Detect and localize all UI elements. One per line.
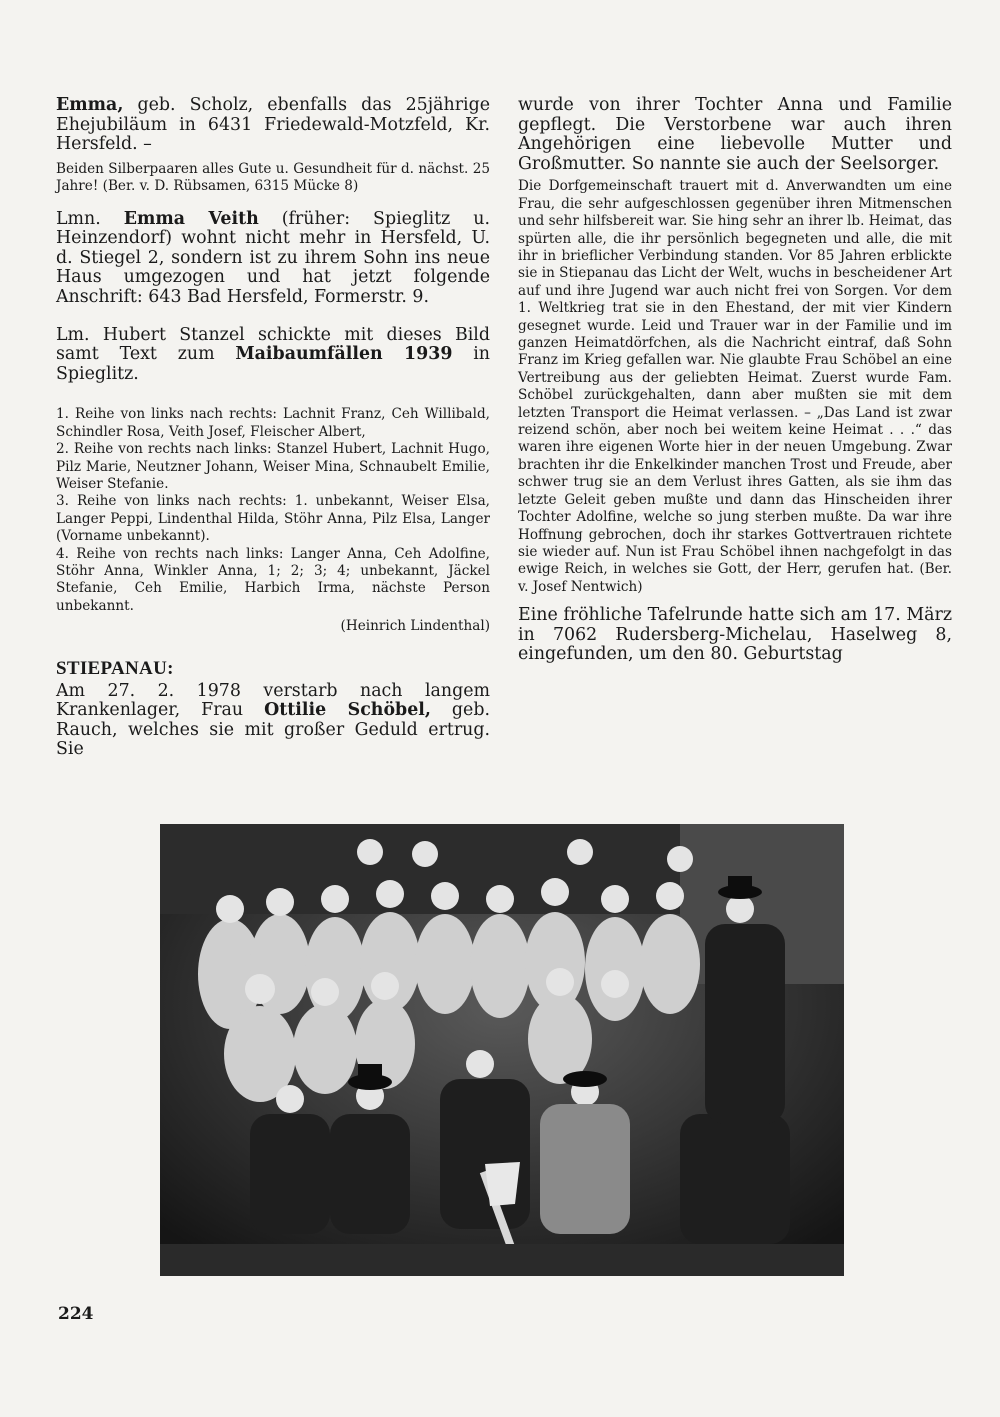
tafelrunde-paragraph: Eine fröhliche Tafelrunde hatte sich am 17. März in 7062 Rudersberg-Michelau, Haselweg 8, eingefunden, um den 80. Geburtstag [518, 605, 952, 665]
maibaum-paragraph [56, 326, 490, 385]
stiepanau-prefix: Am 27. 2. 1978 verstarb nach langem Krankenlager, Frau [56, 680, 490, 721]
maibaum-bold: Maibaumfällen 1939 [235, 344, 453, 365]
emma-veith-name: Emma Veith [123, 208, 259, 229]
section-heading-stiepanau: STIEPANAU: [56, 657, 174, 679]
caption-row-2: 2. Reihe von rechts nach links: Stanzel Hubert, Lachnit Hugo, Pilz Marie, Neutzner Johann, Weiser Mina, Schnaubelt Emilie, Weiser Stefanie. [56, 441, 490, 492]
greeting-paragraph: Beiden Silberpaaren alles Gute u. Gesundheit für d. nächst. 25 Jahre! (Ber. v. D. Rübsamen, 6315 Mücke 8) [56, 160, 490, 195]
stiepanau-name: Ottilie Schöbel, [264, 700, 431, 721]
emma-scholz-name: Emma, [56, 95, 124, 115]
caption-row-3: 3. Reihe von links nach rechts: 1. unbekannt, Weiser Elsa, Langer Peppi, Lindenthal Hilda, Stöhr Anna, Pilz Elsa, Langer (Vorname unbekannt). [56, 493, 490, 545]
stiepanau-paragraph [56, 682, 490, 760]
emma-veith-paragraph [56, 210, 490, 308]
emma-scholz-paragraph [56, 96, 490, 155]
group-photo-image [160, 824, 844, 1276]
emma-scholz-text: geb. Scholz, ebenfalls das 25jährige Ehejubiläum in 6431 Friedewald-Motzfeld, Kr. Hersfeld. – [56, 95, 490, 155]
obituary-paragraph: Die Dorfgemeinschaft trauert mit d. Anverwandten um eine Frau, die sehr aufgeschlossen gegenüber ihren Mitmenschen und sehr hilfsbereit war. Sie hing sehr an ihrer lb. Heimat, das spürten alle, die ihr persönlich begegneten und alle, die mit ihr in brieflicher Verbindung standen. Vor 85 Jahren erblickte sie in Stiepanau das Licht der Welt, wuchs in bescheidener Art auf und ihre Jugend war auch nicht frei von Sorgen. Vor dem 1. Weltkrieg trat sie in den Ehestand, der mit vier Kindern gesegnet wurde. Leid und Trauer war in der Familie und im ganzen Heimatdörfchen, als die Nachricht eintraf, daß Sohn Franz im Krieg gefallen war. Nie glaubte Frau Schöbel an eine Vertreibung aus der geliebten Heimat. Zuerst wurde Fam. Schöbel zurückgehalten, dann aber mußten sie mit dem letzten Transport die Heimat verlassen. – „Das Land ist zwar reizend schön, aber noch bei weitem keine Heimat . . .“ das waren ihre eigenen Worte hier in der neuen Umgebung. Zwar brachten ihr die Enkelkinder manchen Trost und Freude, aber schwer trug sie an dem Verlust ihres Gatten, als sie ihm das letzte Geleit geben mußte und dann das Hinscheiden ihrer Tochter Adolfine, welche so jung sterben mußte. Da war ihre Hoffnung gebrochen, doch ihr starkes Gottvertrauen richtete sie wieder auf. Nun ist Frau Schöbel ihnen nachgefolgt in das ewige Reich, in welches sie Gott, der Herr, gerufen hat. (Ber. v. Josef Nentwich) [518, 178, 952, 595]
emma-veith-prefix: Lmn. [56, 208, 124, 229]
caption-row-1: 1. Reihe von links nach rechts: Lachnit Franz, Ceh Willibald, Schindler Rosa, Veith Josef, Fleischer Albert, [56, 406, 490, 440]
continuation-paragraph: wurde von ihrer Tochter Anna und Familie gepflegt. Die Verstorbene war auch ihren Angehörigen eine liebevolle Mutter und Großmutter. So nannte sie auch der Seelsorger. [518, 95, 952, 174]
signature: (Heinrich Lindenthal) [340, 618, 490, 635]
stiepanau-suffix: geb. Rauch, welches sie mit großer Geduld ertrug. Sie [56, 700, 490, 760]
left-column [56, 96, 490, 760]
photo-caption-rows [56, 406, 490, 615]
emma-veith-text: (früher: Spieglitz u. Heinzendorf) wohnt nicht mehr in Hersfeld, U. d. Stiegel 2, sondern ist zu ihrem Sohn ins neue Haus umgezogen und hat jetzt folgende Anschrift: 643 Bad Hersfeld, Formerstr. 9. [56, 208, 491, 307]
caption-row-4: 4. Reihe von rechts nach links: Langer Anna, Ceh Adolfine, Stöhr Anna, Winkler Anna, 1; 2; 3; 4; unbekannt, Jäckel Stefanie, Ceh Emilie, Harbich Irma, nächste Person unbekannt. [56, 545, 490, 614]
maibaum-suffix: in Spieglitz. [56, 344, 490, 384]
maibaum-prefix: Lm. Hubert Stanzel schickte mit dieses Bild samt Text zum [56, 324, 490, 365]
right-column [518, 96, 952, 665]
group-photo [160, 824, 844, 1276]
page-number: 224 [58, 1304, 94, 1324]
